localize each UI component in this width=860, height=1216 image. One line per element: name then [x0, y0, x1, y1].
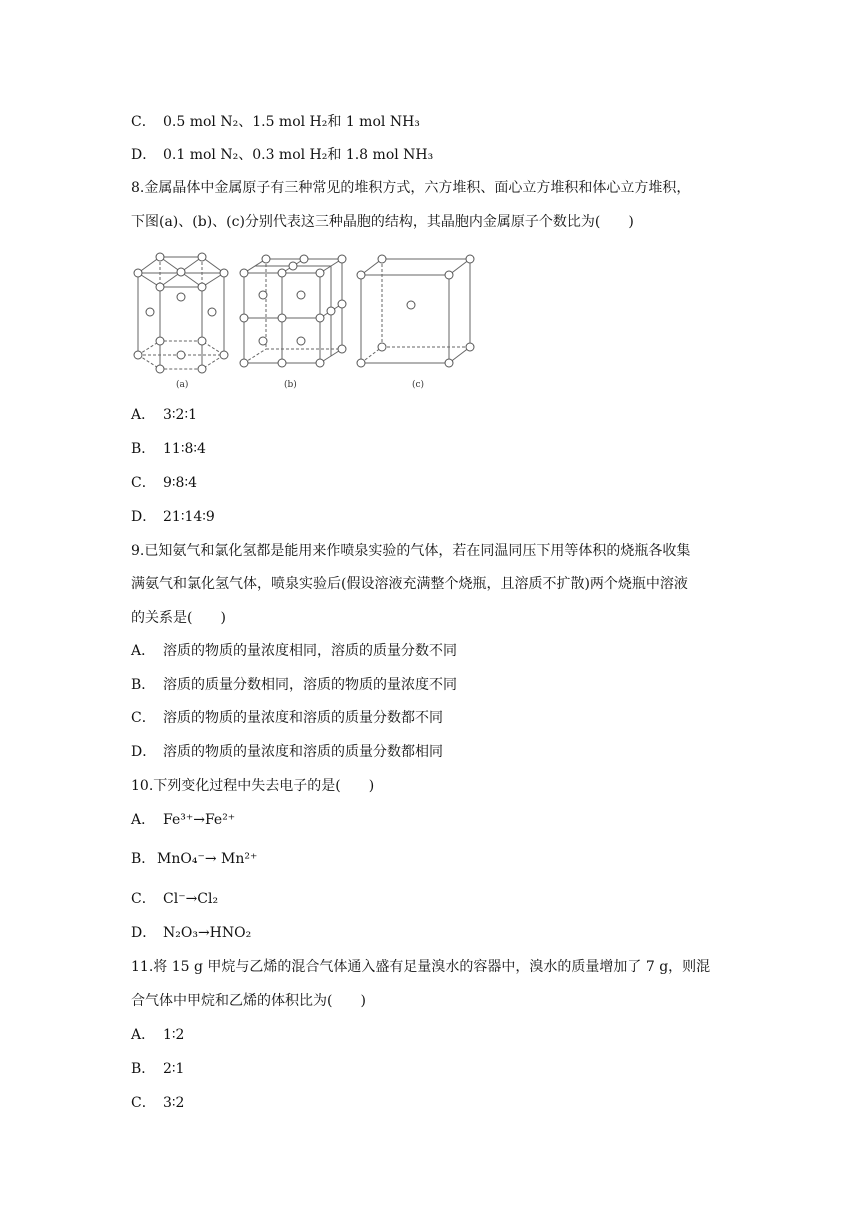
option-letter: B． [131, 441, 156, 457]
option-letter: A． [131, 812, 156, 828]
q9-option-a [131, 641, 457, 661]
option-letter: D． [131, 744, 157, 760]
q9-option-d [131, 742, 443, 762]
option-letter: B． [131, 1061, 156, 1077]
hexagonal-cell-diagram [134, 253, 228, 390]
q11-option-a [131, 1025, 184, 1045]
q8-option-c [131, 473, 197, 493]
q10-option-c [131, 889, 218, 909]
option-letter: C． [131, 1095, 156, 1111]
option-letter: C． [131, 475, 156, 491]
option-text: 3∶2∶1 [163, 407, 198, 423]
q11-stem-line-2: 合气体中甲烷和乙烯的体积比为( ) [131, 993, 366, 1009]
q8-option-a [131, 405, 197, 425]
q7-option-c [131, 112, 420, 132]
q8-stem-line-2: 下图(a)、(b)、(c)分别代表这三种晶胞的结构，其晶胞内金属原子个数比为( ) [131, 214, 634, 230]
q11-option-b [131, 1059, 184, 1079]
option-text: 3∶2 [163, 1095, 185, 1111]
q7-option-d [131, 145, 433, 165]
q8-option-d [131, 507, 215, 527]
option-text: N₂O₃→HNO₂ [163, 925, 252, 941]
caption-a: (a) [176, 380, 189, 390]
q9-stem-line-3: 的关系是( ) [131, 610, 226, 626]
q10-option-a [131, 810, 235, 830]
crystal-cell-figure [128, 245, 478, 395]
option-text: 0.1 mol N₂、0.3 mol H₂和 1.8 mol NH₃ [163, 147, 434, 163]
option-text: Cl⁻→Cl₂ [163, 891, 219, 907]
fcc-cell-diagram [240, 255, 346, 390]
q10-option-d [131, 923, 251, 943]
option-text: 溶质的物质的量浓度和溶质的质量分数都不同 [163, 710, 443, 726]
option-text: 2∶1 [163, 1061, 185, 1077]
option-text: Fe³⁺→Fe²⁺ [163, 812, 236, 828]
q9-stem-line-1: 9.已知氨气和氯化氢都是能用来作喷泉实验的气体，若在同温同压下用等体积的烧瓶各收集 [131, 543, 691, 559]
q9-option-b [131, 675, 457, 695]
option-letter: A． [131, 1027, 156, 1043]
q11-option-c [131, 1093, 184, 1113]
option-text: 11∶8∶4 [163, 441, 206, 457]
option-letter: D． [131, 147, 157, 163]
option-text: MnO₄⁻→ Mn²⁺ [157, 851, 258, 867]
option-text: 0.5 mol N₂、1.5 mol H₂和 1 mol NH₃ [163, 114, 420, 130]
caption-b: (b) [284, 380, 297, 390]
q10-stem: 10.下列变化过程中失去电子的是( ) [131, 778, 375, 794]
option-letter: B． [131, 677, 156, 693]
option-letter: C． [131, 891, 156, 907]
q9-option-c [131, 708, 443, 728]
q8-option-b [131, 439, 206, 459]
option-text: 1∶2 [163, 1027, 185, 1043]
q11-stem-line-1: 11.将 15 g 甲烷与乙烯的混合气体通入盛有足量溴水的容器中，溴水的质量增加了 7 g，则混 [131, 959, 711, 975]
q9-stem-line-2: 满氨气和氯化氢气体，喷泉实验后(假设溶液充满整个烧瓶，且溶质不扩散)两个烧瓶中溶液 [131, 576, 688, 592]
option-text: 9∶8∶4 [163, 475, 198, 491]
option-letter: D． [131, 509, 157, 525]
option-letter: A． [131, 643, 156, 659]
q8-stem-line-1: 8.金属晶体中金属原子有三种常见的堆积方式，六方堆积、面心立方堆积和体心立方堆积， [131, 180, 691, 196]
option-text: 21∶14∶9 [163, 509, 215, 525]
option-text: 溶质的质量分数相同，溶质的物质的量浓度不同 [163, 677, 457, 693]
option-letter: A． [131, 407, 156, 423]
option-letter: B． [131, 851, 156, 867]
option-text: 溶质的物质的量浓度相同，溶质的质量分数不同 [163, 643, 457, 659]
q10-option-b [131, 849, 257, 869]
option-letter: C． [131, 710, 156, 726]
bcc-cell-diagram [357, 255, 474, 390]
option-text: 溶质的物质的量浓度和溶质的质量分数都相同 [163, 744, 443, 760]
caption-c: (c) [412, 380, 425, 390]
option-letter: D． [131, 925, 157, 941]
option-letter: C． [131, 114, 156, 130]
